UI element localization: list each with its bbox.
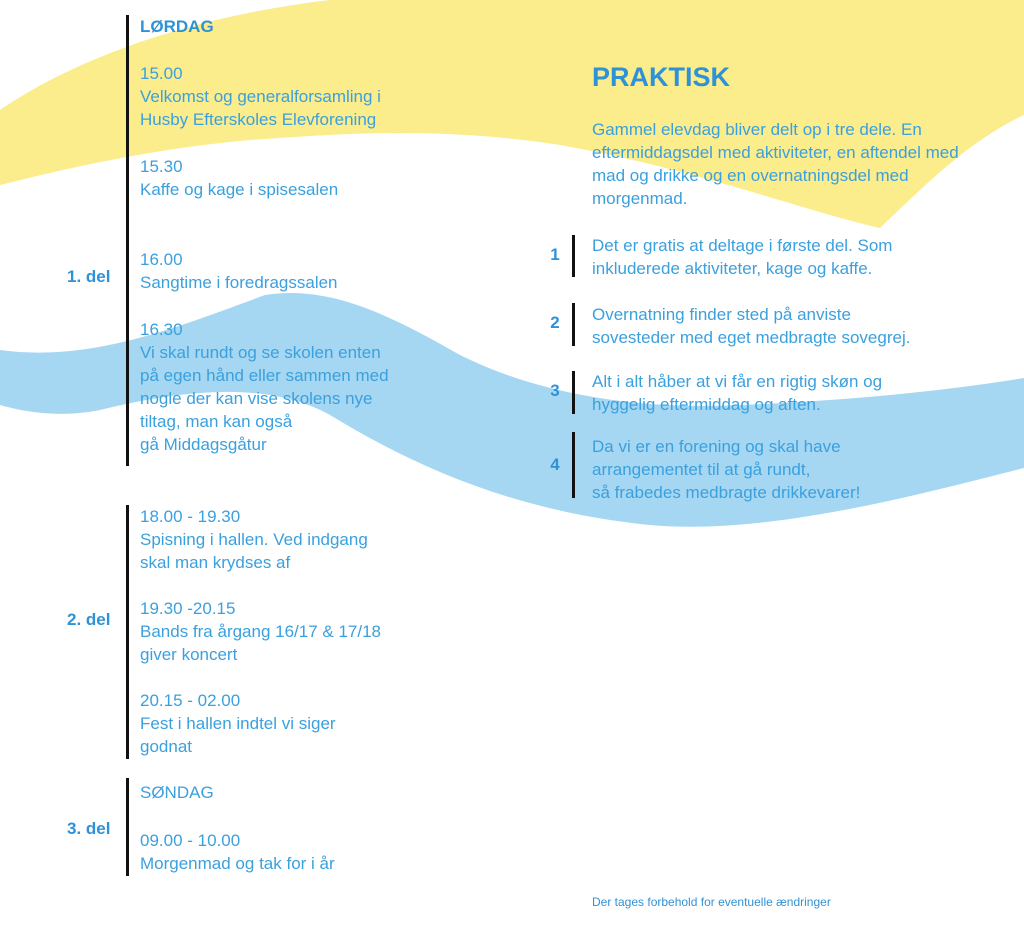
schedule-time: 15.00 (140, 64, 183, 83)
schedule-item (140, 62, 440, 131)
praktisk-heading: PRAKTISK (592, 62, 731, 92)
part2-divider-line (126, 505, 129, 759)
schedule-description: Sangtime i foredragssalen (140, 273, 338, 292)
schedule-time: 19.30 -20.15 (140, 599, 236, 618)
schedule-time: 16.30 (140, 320, 183, 339)
part3-divider-line (126, 778, 129, 876)
schedule-description: Spisning i hallen. Ved indgang skal man krydses af (140, 530, 368, 572)
part2-label: 2. del (67, 610, 111, 629)
point-text: Overnatning finder sted på anviste sovesteder med eget medbragte sovegrej. (592, 305, 911, 347)
point-number: 2 (550, 313, 560, 332)
point-text: Alt i alt håber at vi får en rigtig skøn og hyggelig eftermiddag og aften. (592, 372, 883, 414)
schedule-time: 18.00 - 19.30 (140, 507, 241, 526)
schedule-time: 09.00 - 10.00 (140, 831, 241, 850)
schedule-time: 20.15 - 02.00 (140, 691, 241, 710)
point-bar (572, 235, 575, 277)
schedule-item (140, 318, 440, 456)
point-bar (572, 303, 575, 346)
schedule-time: 15.30 (140, 157, 183, 176)
schedule-item (140, 248, 440, 294)
part3-label: 3. del (67, 819, 111, 838)
schedule-item (140, 505, 440, 574)
schedule-description: Fest i hallen indtel vi siger godnat (140, 714, 336, 756)
saturday-heading: LØRDAG (140, 17, 214, 36)
schedule-description: Kaffe og kage i spisesalen (140, 180, 339, 199)
schedule-description: Bands fra årgang 16/17 & 17/18 giver koncert (140, 622, 382, 664)
point-number: 3 (550, 381, 560, 400)
part1-label: 1. del (67, 267, 111, 286)
schedule-item (140, 829, 440, 875)
point-text: Det er gratis at deltage i første del. Som inkluderede aktiviteter, kage og kaffe. (592, 236, 893, 278)
schedule-description: Vi skal rundt og se skolen enten på egen hånd eller sammen med nogle der kan vise skolens nye tiltag, man kan også gå Middagsgåtur (140, 343, 389, 454)
point-text: Da vi er en forening og skal have arrangementet til at gå rundt, så frabedes medbragte drikkevarer! (592, 437, 861, 502)
point-number: 1 (550, 245, 560, 264)
schedule-description: Morgenmad og tak for i år (140, 854, 335, 873)
schedule-item (140, 597, 440, 666)
part1-divider-line (126, 15, 129, 466)
schedule-item (140, 689, 440, 758)
schedule-time: 16.00 (140, 250, 183, 269)
schedule-item (140, 155, 440, 201)
schedule-description: Velkomst og generalforsamling i Husby Efterskoles Elevforening (140, 87, 381, 129)
point-bar (572, 371, 575, 414)
point-bar (572, 432, 575, 498)
point-number: 4 (550, 455, 560, 474)
disclaimer-note: Der tages forbehold for eventuelle ændringer (592, 895, 831, 909)
sunday-heading: SØNDAG (140, 783, 214, 802)
praktisk-intro: Gammel elevdag bliver delt op i tre dele. En eftermiddagsdel med aktiviteter, en aftendel med mad og drikke og en overnatningsdel med morgenmad. (592, 120, 959, 208)
